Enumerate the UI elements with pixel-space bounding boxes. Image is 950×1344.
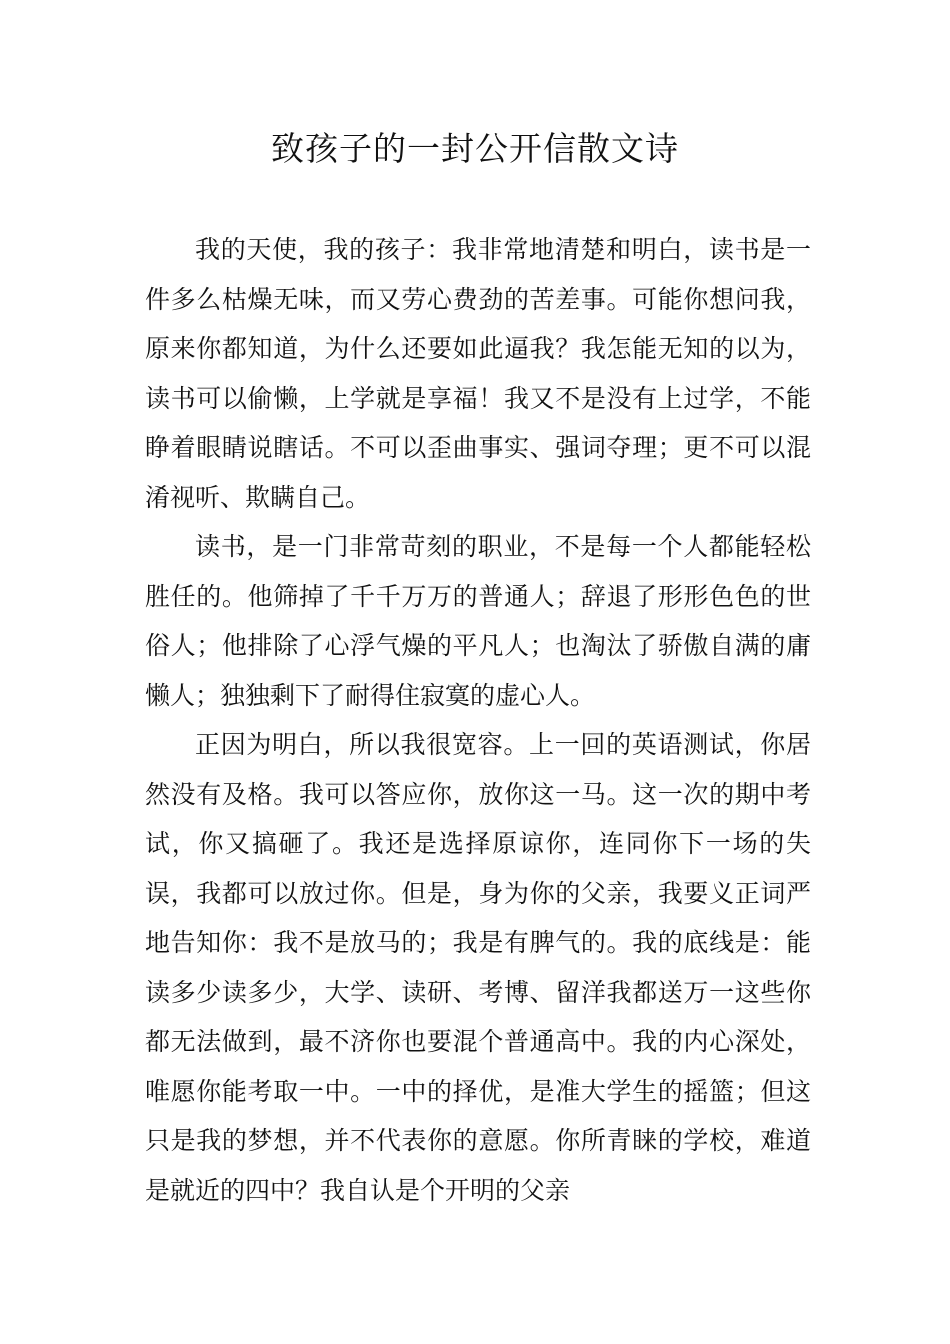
paragraph-3: 正因为明白，所以我很宽容。上一回的英语测试，你居然没有及格。我可以答应你，放你这一马。这一次的期中考试，你又搞砸了。我还是选择原谅你，连同你下一场的失误，我都可以放过你。但是，身为你的父亲，我要义正词严地告知你：我不是放马的；我是有脾气的。我的底线是：能读多少读多少，大学、读研、考博、留洋我都送万一这些你都无法做到，最不济你也要混个普通高中。我的内心深处，唯愿你能考取一中。一中的择优，是准大学生的摇篮；但这只是我的梦想，并不代表你的意愿。你所青睐的学校，难道是就近的四中？我自认是个开明的父亲 (145, 730, 811, 1205)
paragraph-1: 我的天使，我的孩子：我非常地清楚和明白，读书是一件多么枯燥无味，而又劳心费劲的苦差事。可能你想问我，原来你都知道，为什么还要如此逼我？我怎能无知的以为，读书可以偷懒，上学就是享福！我又不是没有上过学，不能睁着眼睛说瞎话。不可以歪曲事实、强词夺理；更不可以混淆视听、欺瞒自己。 (145, 235, 811, 512)
paragraph-2: 读书，是一门非常苛刻的职业，不是每一个人都能轻松胜任的。他筛掉了千千万万的普通人；辞退了形形色色的世俗人；他排除了心浮气燥的平凡人；也淘汰了骄傲自满的庸懒人；独独剩下了耐得住寂寞的虚心人。 (145, 532, 811, 710)
document-body (145, 225, 811, 1215)
document-title: 致孩子的一封公开信散文诗 (271, 129, 679, 168)
